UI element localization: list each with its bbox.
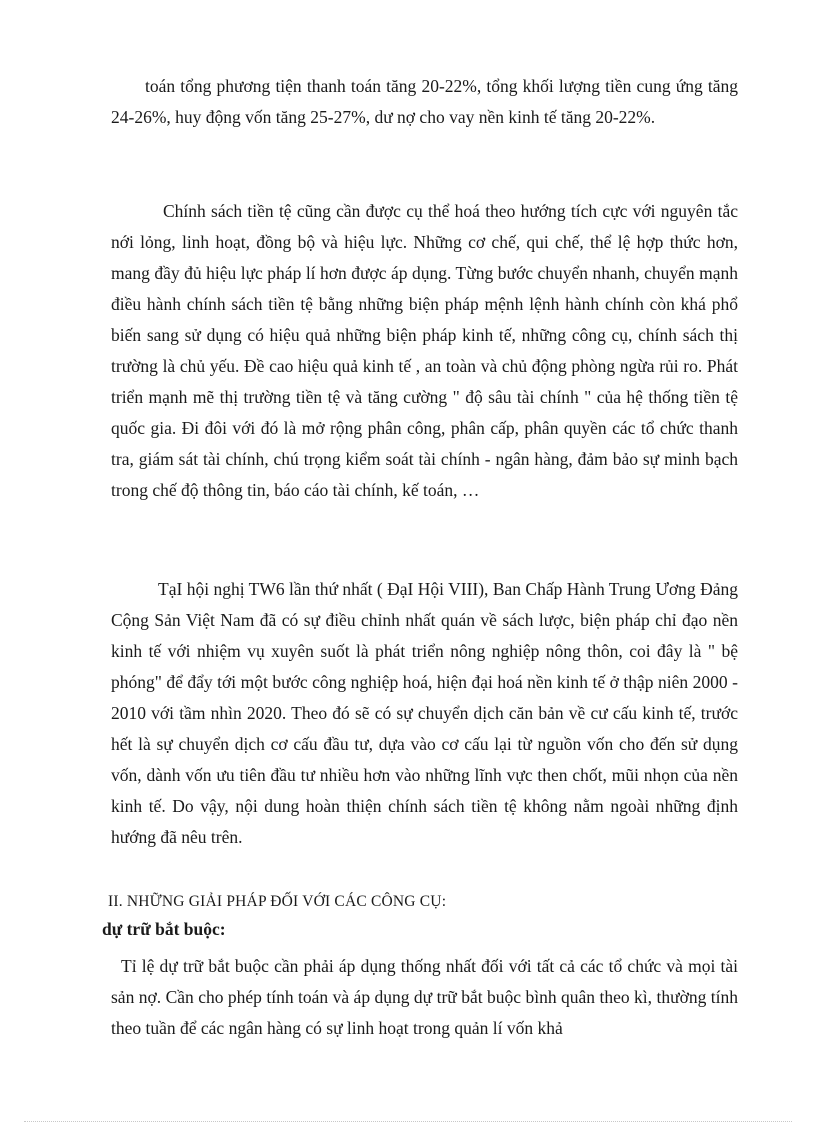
subsection-heading: dự trữ bắt buộc: xyxy=(102,919,226,939)
paragraph-money-supply-targets: toán tổng phương tiện thanh toán tăng 20-22%, tổng khối lượng tiền cung ứng tăng 24-26%, huy động vốn tăng 25-27%, dư nợ cho vay nền kinh tế tăng 20-22%. xyxy=(111,76,738,127)
section-heading: II. NHỮNG GIẢI PHÁP ĐỐI VỚI CÁC CÔNG CỤ: xyxy=(108,893,447,910)
paragraph-tw6-conference: TạI hội nghị TW6 lần thứ nhất ( ĐạI Hội VIII), Ban Chấp Hành Trung Ương Đảng Cộng Sản Việt Nam đã có sự điều chỉnh nhất quán về sách lược, biện pháp chỉ đạo nền kinh tế với nhiệm vụ xuyên suốt là phát triển nông nghiệp nông thôn, coi đây là " bệ phóng" để đẩy tới một bước công nghiệp hoá, hiện đại hoá nền kinh tế ở thập niên 2000 - 2010 với tầm nhìn 2020. Theo đó sẽ có sự chuyển dịch căn bản về cư cấu kinh tế, trước hết là sự chuyển dịch cơ cấu đầu tư, dựa vào cơ cấu lại từ nguồn vốn cho đến sử dụng vốn, dành vốn ưu tiên đầu tư nhiều hơn vào những lĩnh vực then chốt, mũi nhọn của nền kinh tế. Do vậy, nội dung hoàn thiện chính sách tiền tệ không nằm ngoài những định hướng đã nêu trên. xyxy=(111,579,738,847)
paragraph-reserve-requirement: Tỉ lệ dự trữ bắt buộc cần phải áp dụng thống nhất đối với tất cả các tổ chức và mọi tài sản nợ. Cần cho phép tính toán và áp dụng dự trữ bắt buộc bình quân theo kì, thường tính theo tuần để các ngân hàng có sự linh hoạt trong quản lí vốn khả xyxy=(111,956,738,1038)
paragraph-monetary-policy: Chính sách tiền tệ cũng cần được cụ thể hoá theo hướng tích cực với nguyên tắc nới lỏng, linh hoạt, đồng bộ và hiệu lực. Những cơ chế, qui chế, thể lệ hợp thức hơn, mang đầy đủ hiệu lực pháp lí hơn được áp dụng. Từng bước chuyển nhanh, chuyển mạnh điều hành chính sách tiền tệ bằng những biện pháp mệnh lệnh hành chính còn khá phổ biến sang sử dụng có hiệu quả những biện pháp kinh tế, những công cụ, chính sách thị trường là chủ yếu. Đề cao hiệu quả kinh tế , an toàn và chủ động phòng ngừa rủi ro. Phát triển mạnh mẽ thị trường tiền tệ và tăng cường " độ sâu tài chính " của hệ thống tiền tệ quốc gia. Đi đôi với đó là mở rộng phân công, phân cấp, phân quyền các tổ chức thanh tra, giám sát tài chính, chú trọng kiểm soát tài chính - ngân hàng, đảm bảo sự minh bạch trong chế độ thông tin, báo cáo tài chính, kế toán, … xyxy=(111,201,738,500)
page-bottom-divider xyxy=(24,1121,792,1122)
